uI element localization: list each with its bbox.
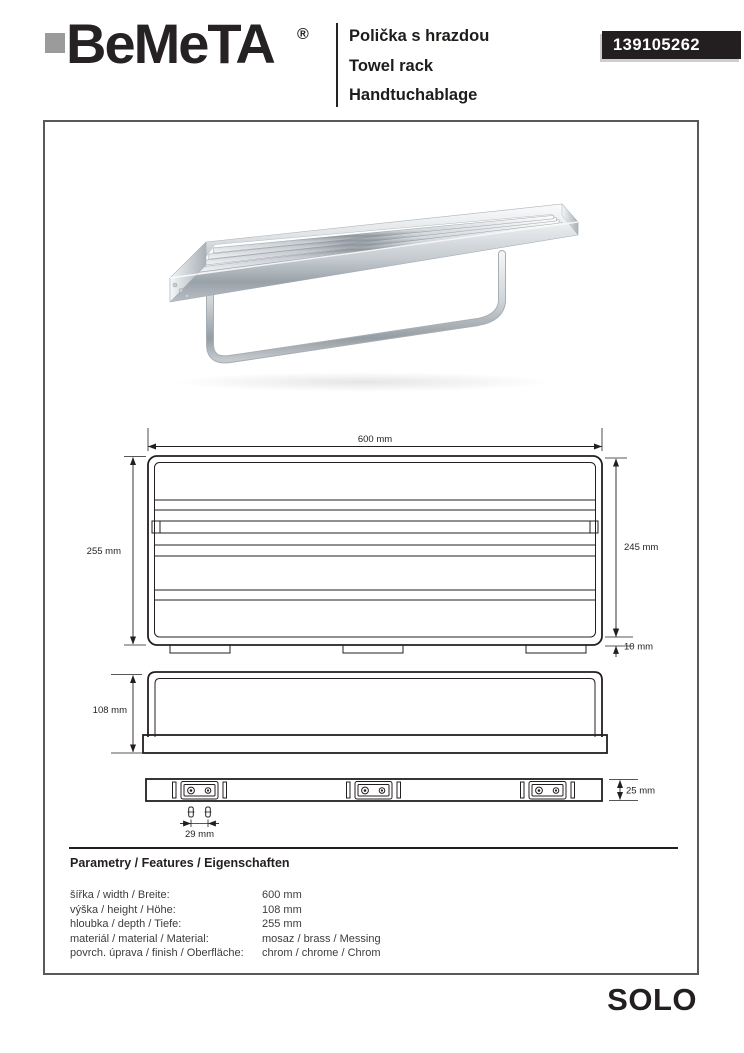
table-row <box>70 917 381 932</box>
param-value: chrom / chrome / Chrom <box>262 947 381 959</box>
brand-logo: BeMeTA <box>66 12 274 75</box>
top-view-drawing <box>87 428 659 657</box>
registered-trademark-icon: ® <box>297 26 309 43</box>
product-titles <box>349 22 489 111</box>
param-value: mosaz / brass / Messing <box>262 932 381 945</box>
table-row <box>70 946 381 961</box>
param-value: 600 mm <box>262 889 302 901</box>
table-row <box>70 932 381 947</box>
product-code-badge: 139105262 <box>602 31 741 59</box>
param-label: povrch. úprava / finish / Oberfläche: <box>70 947 244 959</box>
parameters-table <box>70 888 381 961</box>
param-label: výška / height / Höhe: <box>70 903 176 916</box>
mounting-bracket-left <box>173 782 227 800</box>
front-view-drawing <box>93 672 607 753</box>
dimension-label-height: 108 mm <box>92 705 127 716</box>
parameters-heading: Parametry / Features / Eigenschaften <box>70 856 290 870</box>
screw-symbols <box>188 807 212 817</box>
param-value: 255 mm <box>262 918 302 930</box>
dimension-label-width: 600 mm <box>357 434 393 445</box>
dimension-label-depth-right: 245 mm <box>624 542 659 553</box>
mounting-bracket-right <box>521 782 575 800</box>
mounting-bracket-center <box>347 782 401 800</box>
dimension-label-depth-left: 255 mm <box>86 546 121 557</box>
technical-drawings <box>43 420 699 850</box>
bottom-view-drawing <box>146 779 655 840</box>
param-label: hloubka / depth / Tiefe: <box>70 918 182 930</box>
dimension-label-hole-spacing: 29 mm <box>184 829 215 840</box>
product-photo <box>148 182 603 407</box>
product-title-de: Handtuchablage <box>349 86 478 104</box>
parameters-divider <box>69 847 678 849</box>
product-title-cs: Polička s hrazdou <box>349 27 490 45</box>
logo-square <box>45 33 65 53</box>
param-label: šířka / width / Breite: <box>70 889 170 901</box>
param-value: 108 mm <box>262 903 302 916</box>
table-row <box>70 888 381 903</box>
dimension-label-foot-height: 10 mm <box>624 641 654 653</box>
header-divider <box>336 23 338 107</box>
table-row <box>70 903 381 918</box>
dimension-label-profile-height: 25 mm <box>626 785 656 797</box>
param-label: materiál / material / Material: <box>70 932 209 945</box>
series-name: SOLO <box>607 982 697 1017</box>
product-title-en: Towel rack <box>349 56 434 75</box>
